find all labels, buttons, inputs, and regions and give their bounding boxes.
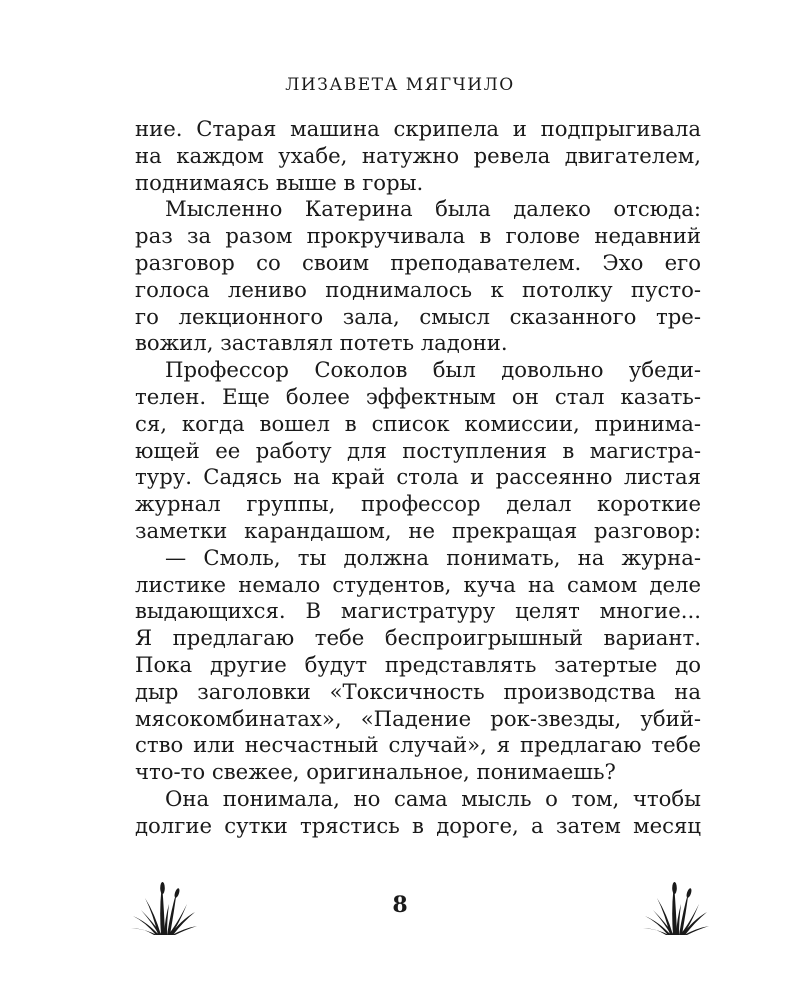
text-line: на каждом ухабе, натужно ревела двигателем, <box>135 142 701 168</box>
text-line: ся, когда вошел в список комиссии, принима- <box>135 410 701 436</box>
text-line: разговор со своим преподавателем. Эхо его <box>135 249 701 275</box>
text-line: туру. Садясь на край стола и рассеянно листая <box>135 464 701 490</box>
page-footer <box>0 878 800 938</box>
text-line: мясокомбинатах», «Падение рок-звезды, убий- <box>135 705 701 731</box>
text-line: дыр заголовки «Токсичность производства на <box>135 678 701 704</box>
text-line: долгие сутки трястись в дороге, а затем месяц <box>135 812 701 838</box>
text-line: ние. Старая машина скрипела и подпрыгивала <box>135 116 701 141</box>
text-line: журнал группы, профессор делал короткие <box>135 491 701 517</box>
body-text <box>135 116 701 840</box>
grass-reed-icon <box>643 878 709 936</box>
text-line: ющей ее работу для поступления в магистра- <box>135 437 701 463</box>
text-line: раз за разом прокручивала в голове недавний <box>135 223 701 249</box>
text-line: листике немало студентов, куча на самом деле <box>135 571 701 597</box>
text-line: Она понимала, но сама мысль о том, чтобы <box>165 785 701 811</box>
running-head-author: ЛИЗАВЕТА МЯГЧИЛО <box>285 75 515 95</box>
text-line: го лекционного зала, смысл сказанного тре- <box>135 303 701 329</box>
text-line: поднимаясь выше в горы. <box>135 169 424 195</box>
text-line: Профессор Соколов был довольно убеди- <box>165 357 701 383</box>
text-line: ство или несчастный случай», я предлагаю тебе <box>135 732 701 758</box>
text-line: что-то свежее, оригинальное, понимаешь? <box>135 759 616 785</box>
text-line: голоса лениво поднималось к потолку пусто- <box>135 276 701 302</box>
text-line: Пока другие будут представлять затертые до <box>135 651 701 677</box>
text-line: вожил, заставлял потеть ладони. <box>135 330 508 356</box>
text-line: Мысленно Катерина была далеко отсюда: <box>165 196 701 222</box>
page-number: 8 <box>392 892 408 918</box>
text-line: выдающихся. В магистратуру целят многие... <box>135 598 701 624</box>
text-line: — Смоль, ты должна понимать, на журна- <box>165 544 701 570</box>
text-line: Я предлагаю тебе беспроигрышный вариант. <box>135 625 701 651</box>
text-line: заметки карандашом, не прекращая разговор: <box>135 517 701 543</box>
text-line: телен. Еще более эффектным он стал казать- <box>135 383 701 409</box>
